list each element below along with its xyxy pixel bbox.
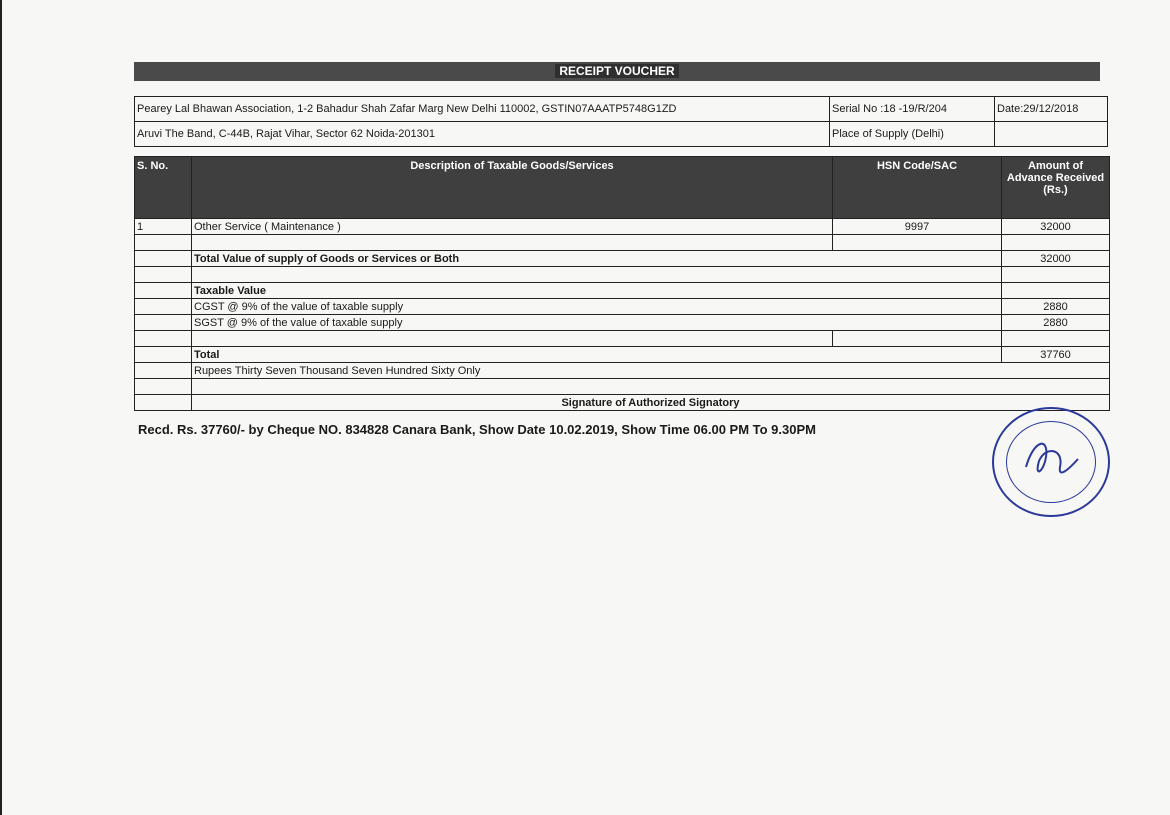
item-hsn: 9997 bbox=[833, 219, 1002, 235]
table-row bbox=[135, 363, 1110, 379]
issuer-details: Pearey Lal Bhawan Association, 1-2 Bahadur Shah Zafar Marg New Delhi 110002, GSTIN07AAATP5748G1ZD bbox=[135, 97, 830, 122]
table-row bbox=[135, 267, 1110, 283]
signature-scribble bbox=[994, 409, 1108, 515]
item-amount: 32000 bbox=[1002, 219, 1110, 235]
total-amount: 37760 bbox=[1002, 347, 1110, 363]
table-row bbox=[135, 251, 1110, 267]
empty-cell bbox=[995, 122, 1108, 147]
table-row bbox=[135, 219, 1110, 235]
col-amount-line1: Amount of bbox=[1028, 160, 1083, 172]
line-items-table bbox=[134, 156, 1110, 411]
table-row bbox=[135, 395, 1110, 411]
cgst-label: CGST @ 9% of the value of taxable supply bbox=[192, 299, 1002, 315]
cgst-amount: 2880 bbox=[1002, 299, 1110, 315]
col-hsn: HSN Code/SAC bbox=[833, 157, 1002, 219]
total-supply-label: Total Value of supply of Goods or Services or Both bbox=[192, 251, 1002, 267]
table-row bbox=[135, 299, 1110, 315]
col-amount-line3: (Rs.) bbox=[1043, 184, 1068, 196]
table-row bbox=[135, 347, 1110, 363]
taxable-value-label: Taxable Value bbox=[192, 283, 1002, 299]
recipient-details: Aruvi The Band, C-44B, Rajat Vihar, Sector 62 Noida-201301 bbox=[135, 122, 830, 147]
total-supply-amount: 32000 bbox=[1002, 251, 1110, 267]
voucher-title: RECEIPT VOUCHER bbox=[555, 64, 678, 78]
table-row bbox=[135, 331, 1110, 347]
col-sno: S. No. bbox=[135, 157, 192, 219]
voucher-title-bar bbox=[134, 62, 1100, 81]
item-description: Other Service ( Maintenance ) bbox=[192, 219, 833, 235]
voucher-header-table bbox=[134, 96, 1108, 147]
col-amount-line2: Advance Received bbox=[1006, 172, 1105, 184]
amount-in-words: Rupees Thirty Seven Thousand Seven Hundred Sixty Only bbox=[192, 363, 1110, 379]
table-row bbox=[135, 283, 1110, 299]
sgst-amount: 2880 bbox=[1002, 315, 1110, 331]
scan-edge bbox=[0, 0, 2, 815]
table-row bbox=[135, 235, 1110, 251]
signature-label: Signature of Authorized Signatory bbox=[192, 395, 1110, 411]
col-amount bbox=[1002, 157, 1110, 219]
sgst-label: SGST @ 9% of the value of taxable supply bbox=[192, 315, 1002, 331]
cheque-note: Recd. Rs. 37760/- by Cheque NO. 834828 Canara Bank, Show Date 10.02.2019, Show Time 06.00 PM To 9.30PM bbox=[138, 422, 816, 437]
item-sno: 1 bbox=[135, 219, 192, 235]
voucher-date: Date:29/12/2018 bbox=[995, 97, 1108, 122]
total-label: Total bbox=[192, 347, 1002, 363]
table-row bbox=[135, 315, 1110, 331]
place-of-supply: Place of Supply (Delhi) bbox=[830, 122, 995, 147]
serial-number: Serial No :18 -19/R/204 bbox=[830, 97, 995, 122]
table-header-row bbox=[135, 157, 1110, 219]
organization-stamp bbox=[992, 407, 1110, 517]
col-description: Description of Taxable Goods/Services bbox=[192, 157, 833, 219]
table-row bbox=[135, 379, 1110, 395]
